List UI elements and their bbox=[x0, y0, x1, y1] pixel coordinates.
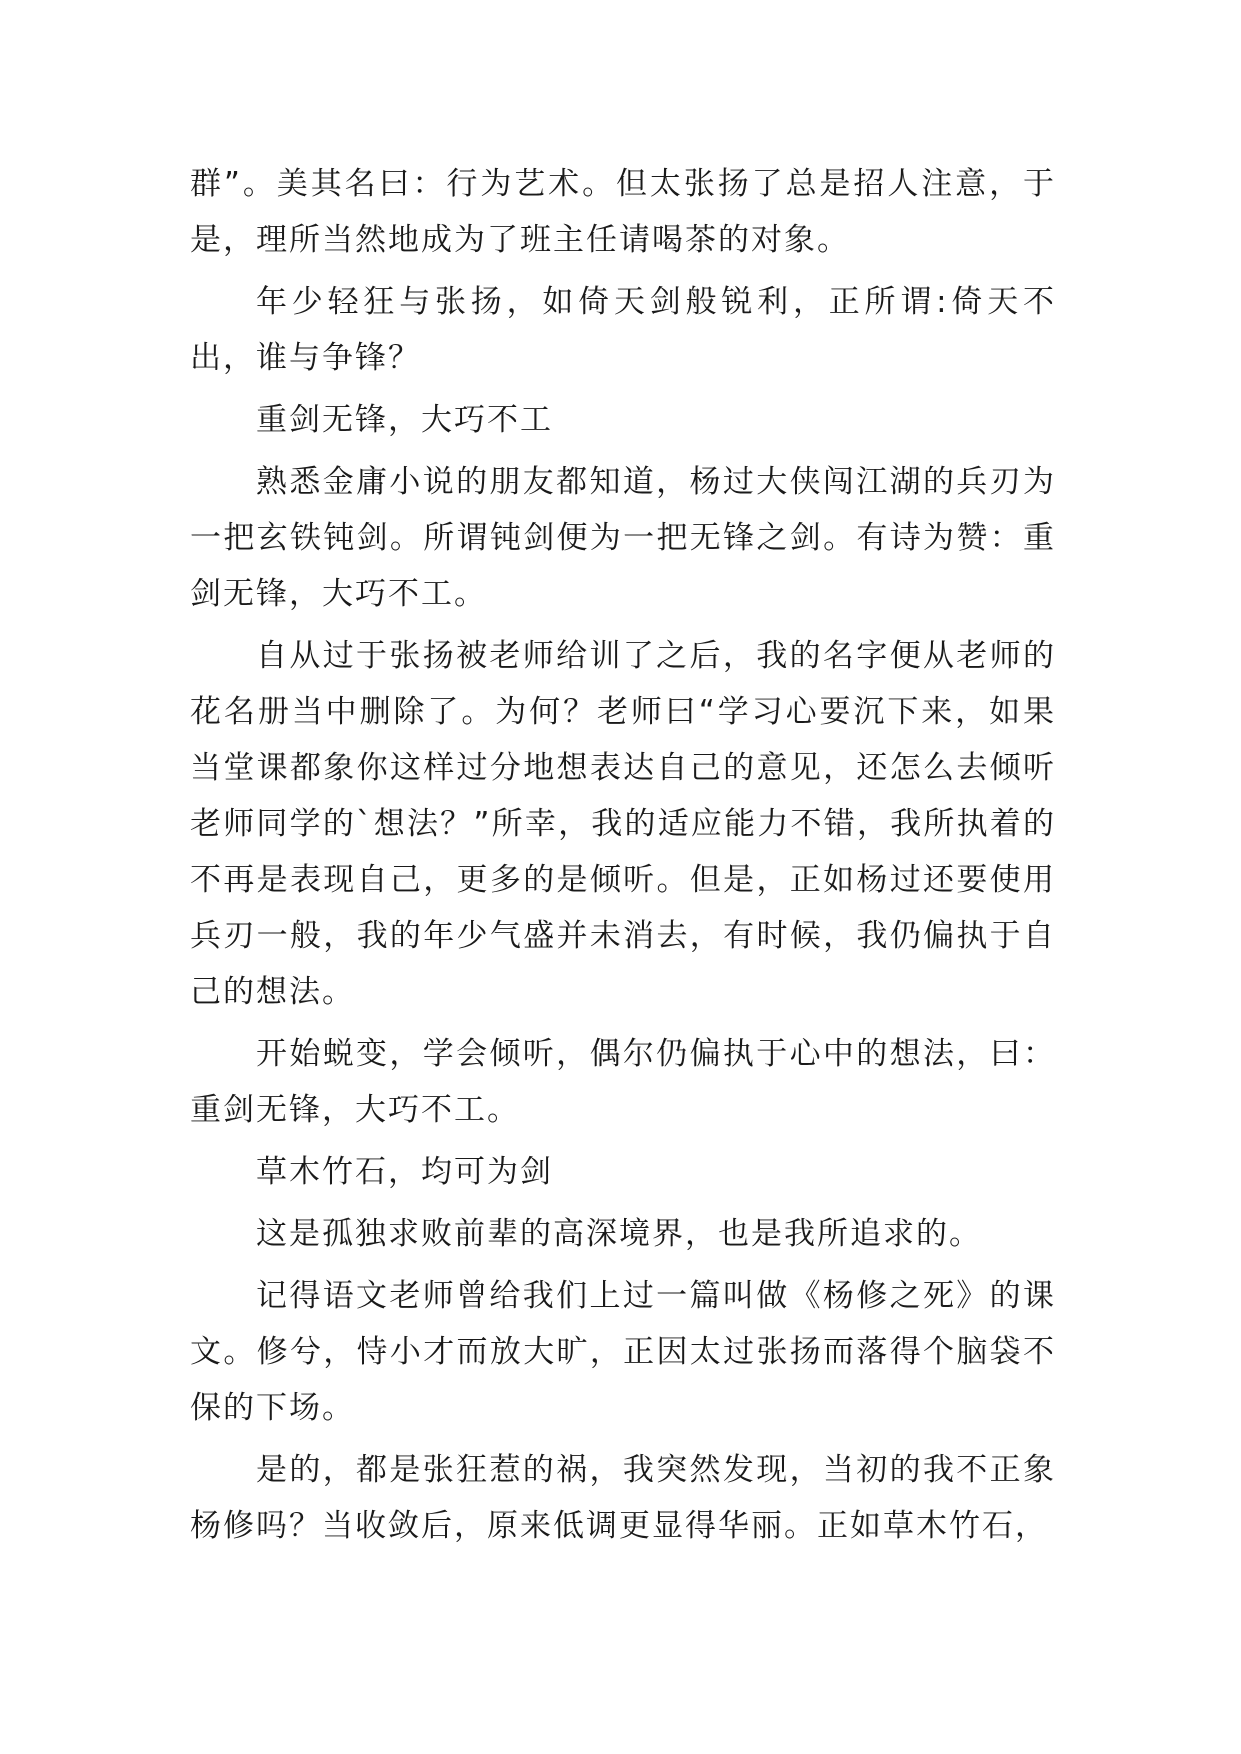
paragraph-continuation: 群”。美其名曰：行为艺术。但太张扬了总是招人注意，于是，理所当然地成为了班主任请喝茶的对象。 bbox=[190, 166, 1056, 258]
paragraph: 自从过于张扬被老师给训了之后，我的名字便从老师的花名册当中删除了。为何？老师曰“学习心要沉下来，如果当堂课都象你这样过分地想表达自己的意见，还怎么去倾听老师同学的`想法？”所幸，我的适应能力不错，我所执着的不再是表现自己，更多的是倾听。但是，正如杨过还要使用兵刃一般，我的年少气盛并未消去，有时候，我仍偏执于自己的想法。 bbox=[190, 638, 1056, 1010]
paragraph: 熟悉金庸小说的朋友都知道，杨过大侠闯江湖的兵刃为一把玄铁钝剑。所谓钝剑便为一把无锋之剑。有诗为赞：重剑无锋，大巧不工。 bbox=[190, 464, 1056, 612]
section-heading: 草木竹石，均可为剑 bbox=[256, 1154, 553, 1190]
paragraph: 年少轻狂与张扬，如倚天剑般锐利，正所谓:倚天不出，谁与争锋？ bbox=[190, 284, 1056, 376]
paragraph: 记得语文老师曾给我们上过一篇叫做《杨修之死》的课文。修兮，恃小才而放大旷，正因太过张扬而落得个脑袋不保的下场。 bbox=[190, 1278, 1056, 1426]
section-heading: 重剑无锋，大巧不工 bbox=[256, 402, 553, 438]
paragraph: 是的，都是张狂惹的祸，我突然发现，当初的我不正象杨修吗？当收敛后，原来低调更显得华丽。正如草木竹石， bbox=[190, 1452, 1056, 1544]
paragraph: 开始蜕变，学会倾听，偶尔仍偏执于心中的想法，曰：重剑无锋，大巧不工。 bbox=[190, 1036, 1056, 1128]
paragraph: 这是孤独求败前辈的高深境界，也是我所追求的。 bbox=[256, 1216, 982, 1252]
document-body bbox=[190, 156, 1056, 1560]
